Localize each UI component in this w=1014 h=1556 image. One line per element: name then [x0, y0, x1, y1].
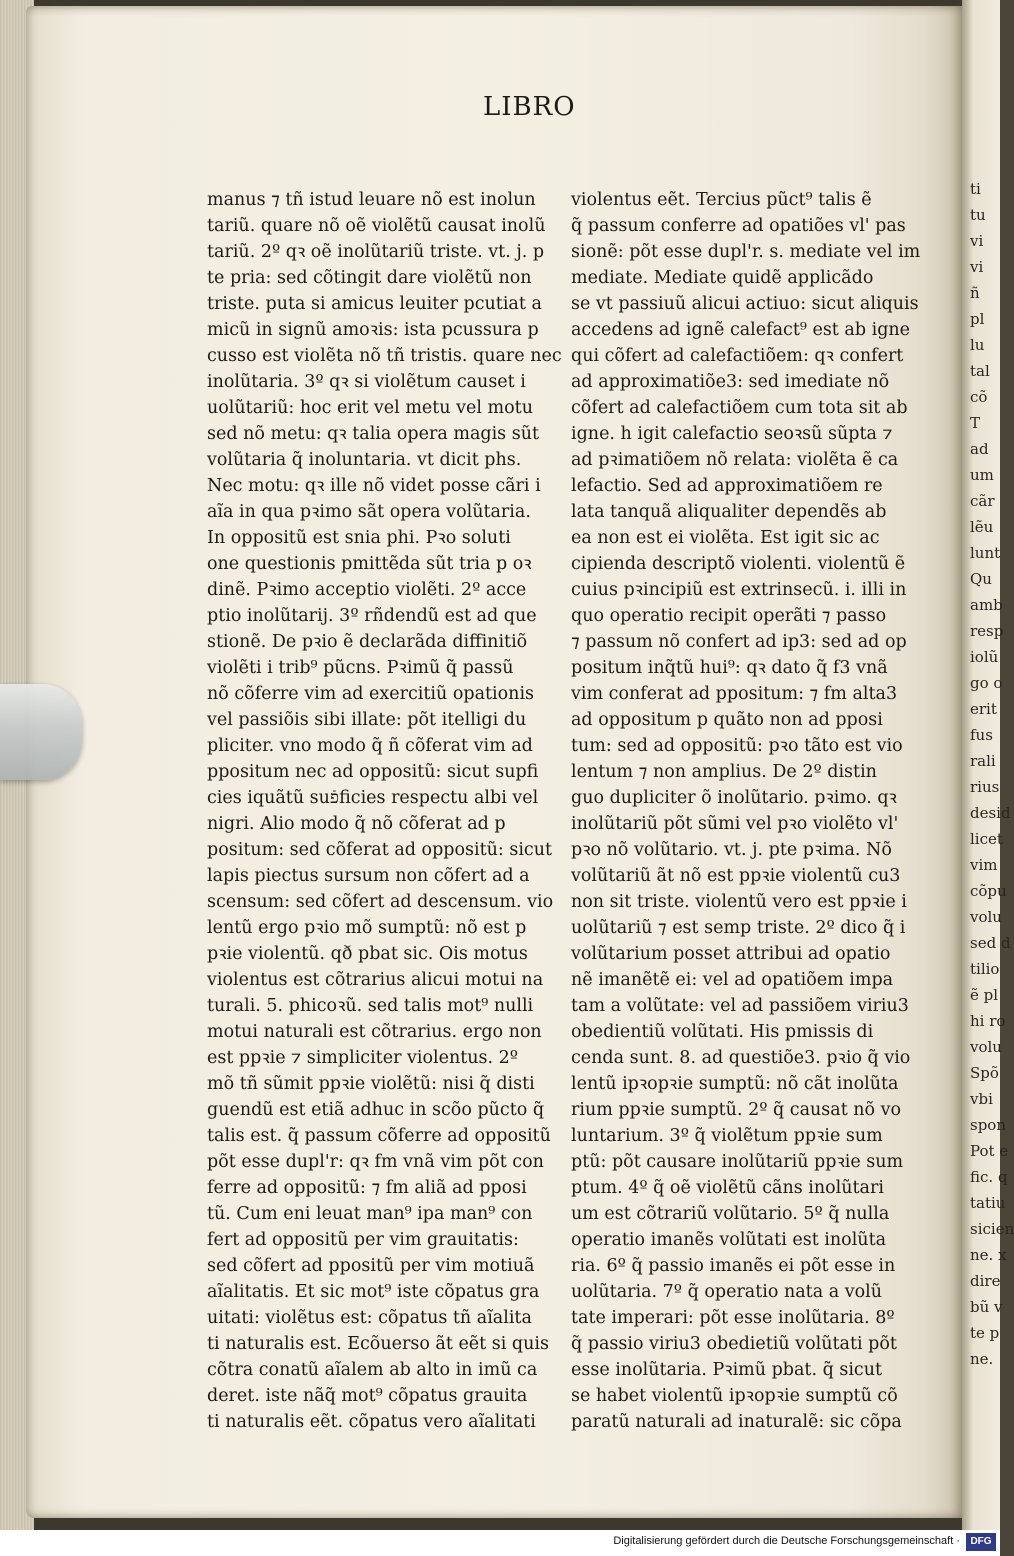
- text-line: operatio imanẽs volũtati est inolũta: [571, 1230, 887, 1250]
- text-line: violentus eẽt. Tercius pũct⁹ talis ẽ: [571, 190, 872, 210]
- left-text-column: [207, 187, 562, 1435]
- dfg-logo-text: DFG: [970, 1536, 992, 1547]
- next-page-fragment: go o: [970, 674, 1003, 692]
- next-page-fragment: licet: [970, 830, 1003, 848]
- next-page-fragment: ne. x: [970, 1246, 1007, 1264]
- text-line: ptum. 4º q̃ oẽ violẽtũ cãns inolũtari: [571, 1178, 884, 1198]
- next-page-fragment: dire: [970, 1272, 1001, 1290]
- next-page-fragment: tal: [970, 362, 990, 380]
- text-line: ad oppositum p quãto non ad pposi: [571, 710, 883, 730]
- text-line: aĩalitatis. Et sic mot⁹ iste cõpatus gra: [207, 1282, 540, 1302]
- text-line: manus ⁊ tñ istud leuare nõ est inolun: [207, 190, 536, 210]
- text-line: ea non est ei violẽta. Est igit sic ac: [571, 528, 880, 548]
- next-page-fragment: Spõ: [970, 1064, 999, 1082]
- next-page-fragment: bũ v: [970, 1298, 1003, 1316]
- text-line: motui naturali est cõtrarius. ergo non: [207, 1022, 542, 1042]
- text-line: sionẽ: põt esse dupl'r. s. mediate vel im: [571, 242, 921, 262]
- text-line: ptũ: põt causare inolũtariũ ppꝛie sum: [571, 1152, 904, 1172]
- text-line: lapis piectus sursum non cõfert ad a: [207, 866, 530, 886]
- next-page-fragment: ad: [970, 440, 989, 458]
- next-page-fragment: vi: [970, 258, 984, 276]
- text-line: cipienda descriptõ violenti. violentũ ẽ: [571, 554, 906, 574]
- text-line: est ppꝛie ⁊ simpliciter violentus. 2º: [207, 1048, 519, 1068]
- dfg-logo: [966, 1533, 996, 1551]
- next-page-fragment: amb: [970, 596, 1003, 614]
- next-page-fragment: vbi: [970, 1090, 993, 1108]
- next-page-fragment: te p: [970, 1324, 1000, 1342]
- next-page-fragment: erit: [970, 700, 997, 718]
- text-line: volũtarium posset attribui ad opatio: [571, 944, 891, 964]
- next-page-fragment: volu: [970, 1038, 1002, 1056]
- text-line: ti naturalis est. Ecõuerso ãt eẽt si quis: [207, 1334, 549, 1354]
- next-page-edge: [962, 0, 1014, 1530]
- text-line: triste. puta si amicus leuiter pcutiat a: [207, 294, 542, 314]
- text-line: uolũtariũ ⁊ est semp triste. 2º dico q̃ i: [571, 918, 906, 938]
- text-line: positum inq̃tũ hui⁹: qꝛ dato q̃ f3 vnã: [571, 658, 888, 678]
- next-page-fragment: ne.: [970, 1350, 994, 1368]
- text-line: positum: sed cõferat ad oppositũ: sicut: [207, 840, 553, 860]
- text-line: tam a volũtate: vel ad passiõem viriu3: [571, 996, 909, 1016]
- text-line: cusso est violẽta nõ tñ tristis. quare nec: [207, 346, 562, 366]
- next-page-fragment: vi: [970, 232, 984, 250]
- text-line: micũ in signũ amoꝛis: ista pcussura p: [207, 320, 539, 340]
- text-line: põt esse dupl'r: qꝛ fm vnã vim põt con: [207, 1152, 544, 1172]
- text-line: lentũ ergo pꝛio mõ sumptũ: nõ est p: [207, 918, 527, 938]
- next-page-fragment: cãr: [970, 492, 995, 510]
- next-page-fragment: tatiu: [970, 1194, 1006, 1212]
- text-line: uolũtariũ: hoc erit vel metu vel motu: [207, 398, 533, 418]
- text-line: In oppositũ est snia phi. Pꝛo soluti: [207, 528, 511, 548]
- text-line: te pria: sed cõtingit dare violẽtũ non: [207, 268, 532, 288]
- text-line: cõtra conatũ aĩalem ab alto in imũ ca: [207, 1360, 538, 1380]
- text-line: cies iquãtũ suפֿficies respectu albi vel: [207, 788, 539, 808]
- text-line: cuius pꝛincipiũ est extrinsecũ. i. illi in: [571, 580, 907, 600]
- funding-notice: Digitalisierung gefördert durch die Deutsche Forschungsgemeinschaft ·: [613, 1535, 960, 1547]
- text-line: mõ tñ sũmit ppꝛie violẽtũ: nisi q̃ disti: [207, 1074, 535, 1094]
- text-line: lentũ ipꝛopꝛie sumptũ: nõ cãt inolũta: [571, 1074, 899, 1094]
- next-page-fragment: iolũ: [970, 648, 999, 666]
- text-line: tariũ. 2º qꝛ oẽ inolũtariũ triste. vt. j. p: [207, 242, 545, 262]
- next-page-fragment: rali: [970, 752, 996, 770]
- next-page-fragment: T: [970, 414, 981, 432]
- text-line: pꝛie violentũ. qð pbat sic. Ois motus: [207, 944, 528, 964]
- text-line: vim conferat ad ppositum: ⁊ fm alta3: [571, 684, 898, 704]
- text-line: se vt passiuũ alicui actiuo: sicut aliquis: [571, 294, 919, 314]
- text-line: aĩa in qua pꝛimo sãt opera volũtaria.: [207, 502, 531, 522]
- next-page-fragment: ti: [970, 180, 981, 198]
- next-page-fragment: lunt: [970, 544, 1001, 562]
- text-line: um est cõtrariũ volũtario. 5º q̃ nulla: [571, 1204, 890, 1224]
- next-page-fragment: fic. q: [970, 1168, 1008, 1186]
- footer-bar: [0, 1530, 1000, 1556]
- text-line: tũ. Cum eni leuat man⁹ ipa man⁹ con: [207, 1204, 533, 1224]
- text-line: ptio inolũtarij. 3º rñdendũ est ad que: [207, 606, 537, 626]
- text-line: inolũtaria. 3º qꝛ si violẽtum causet i: [207, 372, 526, 392]
- text-line: dinẽ. Pꝛimo acceptio violẽti. 2º acce: [207, 580, 527, 600]
- text-line: tum: sed ad oppositũ: pꝛo tãto est vio: [571, 736, 903, 756]
- text-line: volũtariũ ãt nõ est ppꝛie violentũ cu3: [571, 866, 901, 886]
- text-line: talis est. q̃ passum cõferre ad oppositũ: [207, 1126, 551, 1146]
- next-page-fragment: sicien: [970, 1220, 1014, 1238]
- text-line: cõfert ad calefactiõem cum tota sit ab: [571, 398, 908, 418]
- next-page-fragment: vim: [970, 856, 998, 874]
- text-line: sed nõ metu: qꝛ talia opera magis sũt: [207, 424, 540, 444]
- next-page-fragment: rius: [970, 778, 1000, 796]
- text-line: rium ppꝛie sumptũ. 2º q̃ causat nõ vo: [571, 1100, 902, 1120]
- text-line: one questionis pmittẽda sũt tria p oꝛ: [207, 554, 532, 574]
- running-head: LIBRO: [483, 92, 576, 122]
- next-page-fragment: hi ro: [970, 1012, 1006, 1030]
- text-line: nigri. Alio modo q̃ nõ cõferat ad p: [207, 814, 506, 834]
- text-line: inolũtariũ põt sũmi vel pꝛo violẽto vl': [571, 814, 899, 834]
- text-line: uitati: violẽtus est: cõpatus tñ aĩalita: [207, 1308, 532, 1328]
- text-line: quo operatio recipit operãti ⁊ passo: [571, 606, 887, 626]
- page-clip: [0, 684, 82, 780]
- next-page-fragment: tilio: [970, 960, 1000, 978]
- text-line: lentum ⁊ non amplius. De 2º distin: [571, 762, 877, 782]
- next-page-fragment: volu: [970, 908, 1002, 926]
- text-line: accedens ad ignẽ calefact⁹ est ab igne: [571, 320, 911, 340]
- text-line: violẽti i trib⁹ pũcns. Pꝛimũ q̃ passũ: [207, 658, 514, 678]
- right-text-column: [571, 187, 921, 1435]
- text-line: turali. 5. phicoꝛũ. sed talis mot⁹ nulli: [207, 996, 534, 1016]
- next-page-fragment: desid: [970, 804, 1011, 822]
- text-line: esse inolũtaria. Pꝛimũ pbat. q̃ sicut: [571, 1360, 883, 1380]
- next-page-fragment: um: [970, 466, 994, 484]
- text-line: ria. 6º q̃ passio imanẽs ei põt esse in: [571, 1256, 896, 1276]
- book-page: [26, 6, 964, 1518]
- text-line: sed cõfert ad ppositũ per vim motiuã: [207, 1256, 535, 1276]
- next-page-fragment: cõpu: [970, 882, 1007, 900]
- text-line: ferre ad oppositũ: ⁊ fm aliã ad pposi: [207, 1178, 527, 1198]
- text-line: igne. h igit calefactio seoꝛsũ sũpta ⁊: [571, 424, 893, 444]
- next-page-fragment: ẽ pl: [970, 986, 999, 1004]
- text-line: obedientiũ volũtati. His pmissis di: [571, 1022, 874, 1042]
- text-line: deret. iste nãq̃ mot⁹ cõpatus grauita: [207, 1386, 528, 1406]
- text-line: nõ cõferre vim ad exercitiũ opationis: [207, 684, 535, 704]
- text-line: ppositum nec ad oppositũ: sicut supfi: [207, 762, 539, 782]
- text-line: pliciter. vno modo q̃ ñ cõferat vim ad: [207, 736, 533, 756]
- text-line: q̃ passum conferre ad opatiões vl' pas: [571, 216, 906, 236]
- text-line: vel passiõis sibi illate: põt itelligi du: [207, 710, 527, 730]
- text-line: ad pꝛimatiõem nõ relata: violẽta ẽ ca: [571, 450, 899, 470]
- text-line: volũtaria q̃ inoluntaria. vt dicit phs.: [207, 450, 522, 470]
- next-page-fragment: tu: [970, 206, 986, 224]
- text-line: guo dupliciter õ inolũtario. pꝛimo. qꝛ: [571, 788, 897, 808]
- text-line: tate imperari: põt esse inolũtaria. 8º: [571, 1308, 895, 1328]
- text-line: ⁊ passum nõ confert ad ip3: sed ad op: [571, 632, 907, 652]
- next-page-fragment: cõ: [970, 388, 988, 406]
- next-page-fragment: spon: [970, 1116, 1006, 1134]
- next-page-fragment: Qu: [970, 570, 992, 588]
- text-line: scensum: sed cõfert ad descensum. vio: [207, 892, 554, 912]
- text-line: lefactio. Sed ad approximatiõem re: [571, 476, 883, 496]
- text-line: cenda sunt. 8. ad questiõe3. pꝛio q̃ vio: [571, 1048, 911, 1068]
- text-line: non sit triste. violentũ vero est ppꝛie i: [571, 892, 907, 912]
- next-page-fragment: sed d: [970, 934, 1011, 952]
- text-line: qui cõfert ad calefactiõem: qꝛ confert: [571, 346, 904, 366]
- next-page-fragment: lẽu: [970, 518, 994, 536]
- text-line: uolũtaria. 7º q̃ operatio nata a volũ: [571, 1282, 882, 1302]
- next-page-fragment: Pot e: [970, 1142, 1009, 1160]
- next-page-fragment: pl: [970, 310, 985, 328]
- text-line: luntarium. 3º q̃ violẽtum ppꝛie sum: [571, 1126, 883, 1146]
- text-line: stionẽ. De pꝛio ẽ declarãda diffinitiõ: [207, 632, 528, 652]
- text-line: fert ad oppositũ per vim grauitatis:: [207, 1230, 519, 1250]
- next-page-fragment: resp: [970, 622, 1004, 640]
- text-line: pꝛo nõ volũtario. vt. j. pte pꝛima. Nõ: [571, 840, 892, 860]
- text-line: se habet violentũ ipꝛopꝛie sumptũ cõ: [571, 1386, 898, 1406]
- text-line: ti naturalis eẽt. cõpatus vero aĩalitati: [207, 1412, 536, 1432]
- text-line: tariũ. quare nõ oẽ violẽtũ causat inolũ: [207, 216, 546, 236]
- text-line: lata tanquã aliqualiter dependẽs ab: [571, 502, 887, 522]
- next-page-fragment: ñ: [970, 284, 980, 302]
- text-line: paratũ naturali ad inaturalẽ: sic cõpa: [571, 1412, 902, 1432]
- text-line: ad approximatiõe3: sed imediate nõ: [571, 372, 890, 392]
- text-line: mediate. Mediate quidẽ applicãdo: [571, 268, 874, 288]
- next-page-fragment: lu: [970, 336, 985, 354]
- text-line: nẽ imanẽtẽ ei: vel ad opatiõem impa: [571, 970, 894, 990]
- text-line: guendũ est etiã adhuc in scõo pũcto q̃: [207, 1100, 545, 1120]
- text-line: q̃ passio viriu3 obedietiũ volũtati põt: [571, 1334, 897, 1354]
- next-page-fragment: fus: [970, 726, 993, 744]
- text-line: Nec motu: qꝛ ille nõ videt posse cãri i: [207, 476, 541, 496]
- text-line: violentus est cõtrarius alicui motui na: [207, 970, 544, 990]
